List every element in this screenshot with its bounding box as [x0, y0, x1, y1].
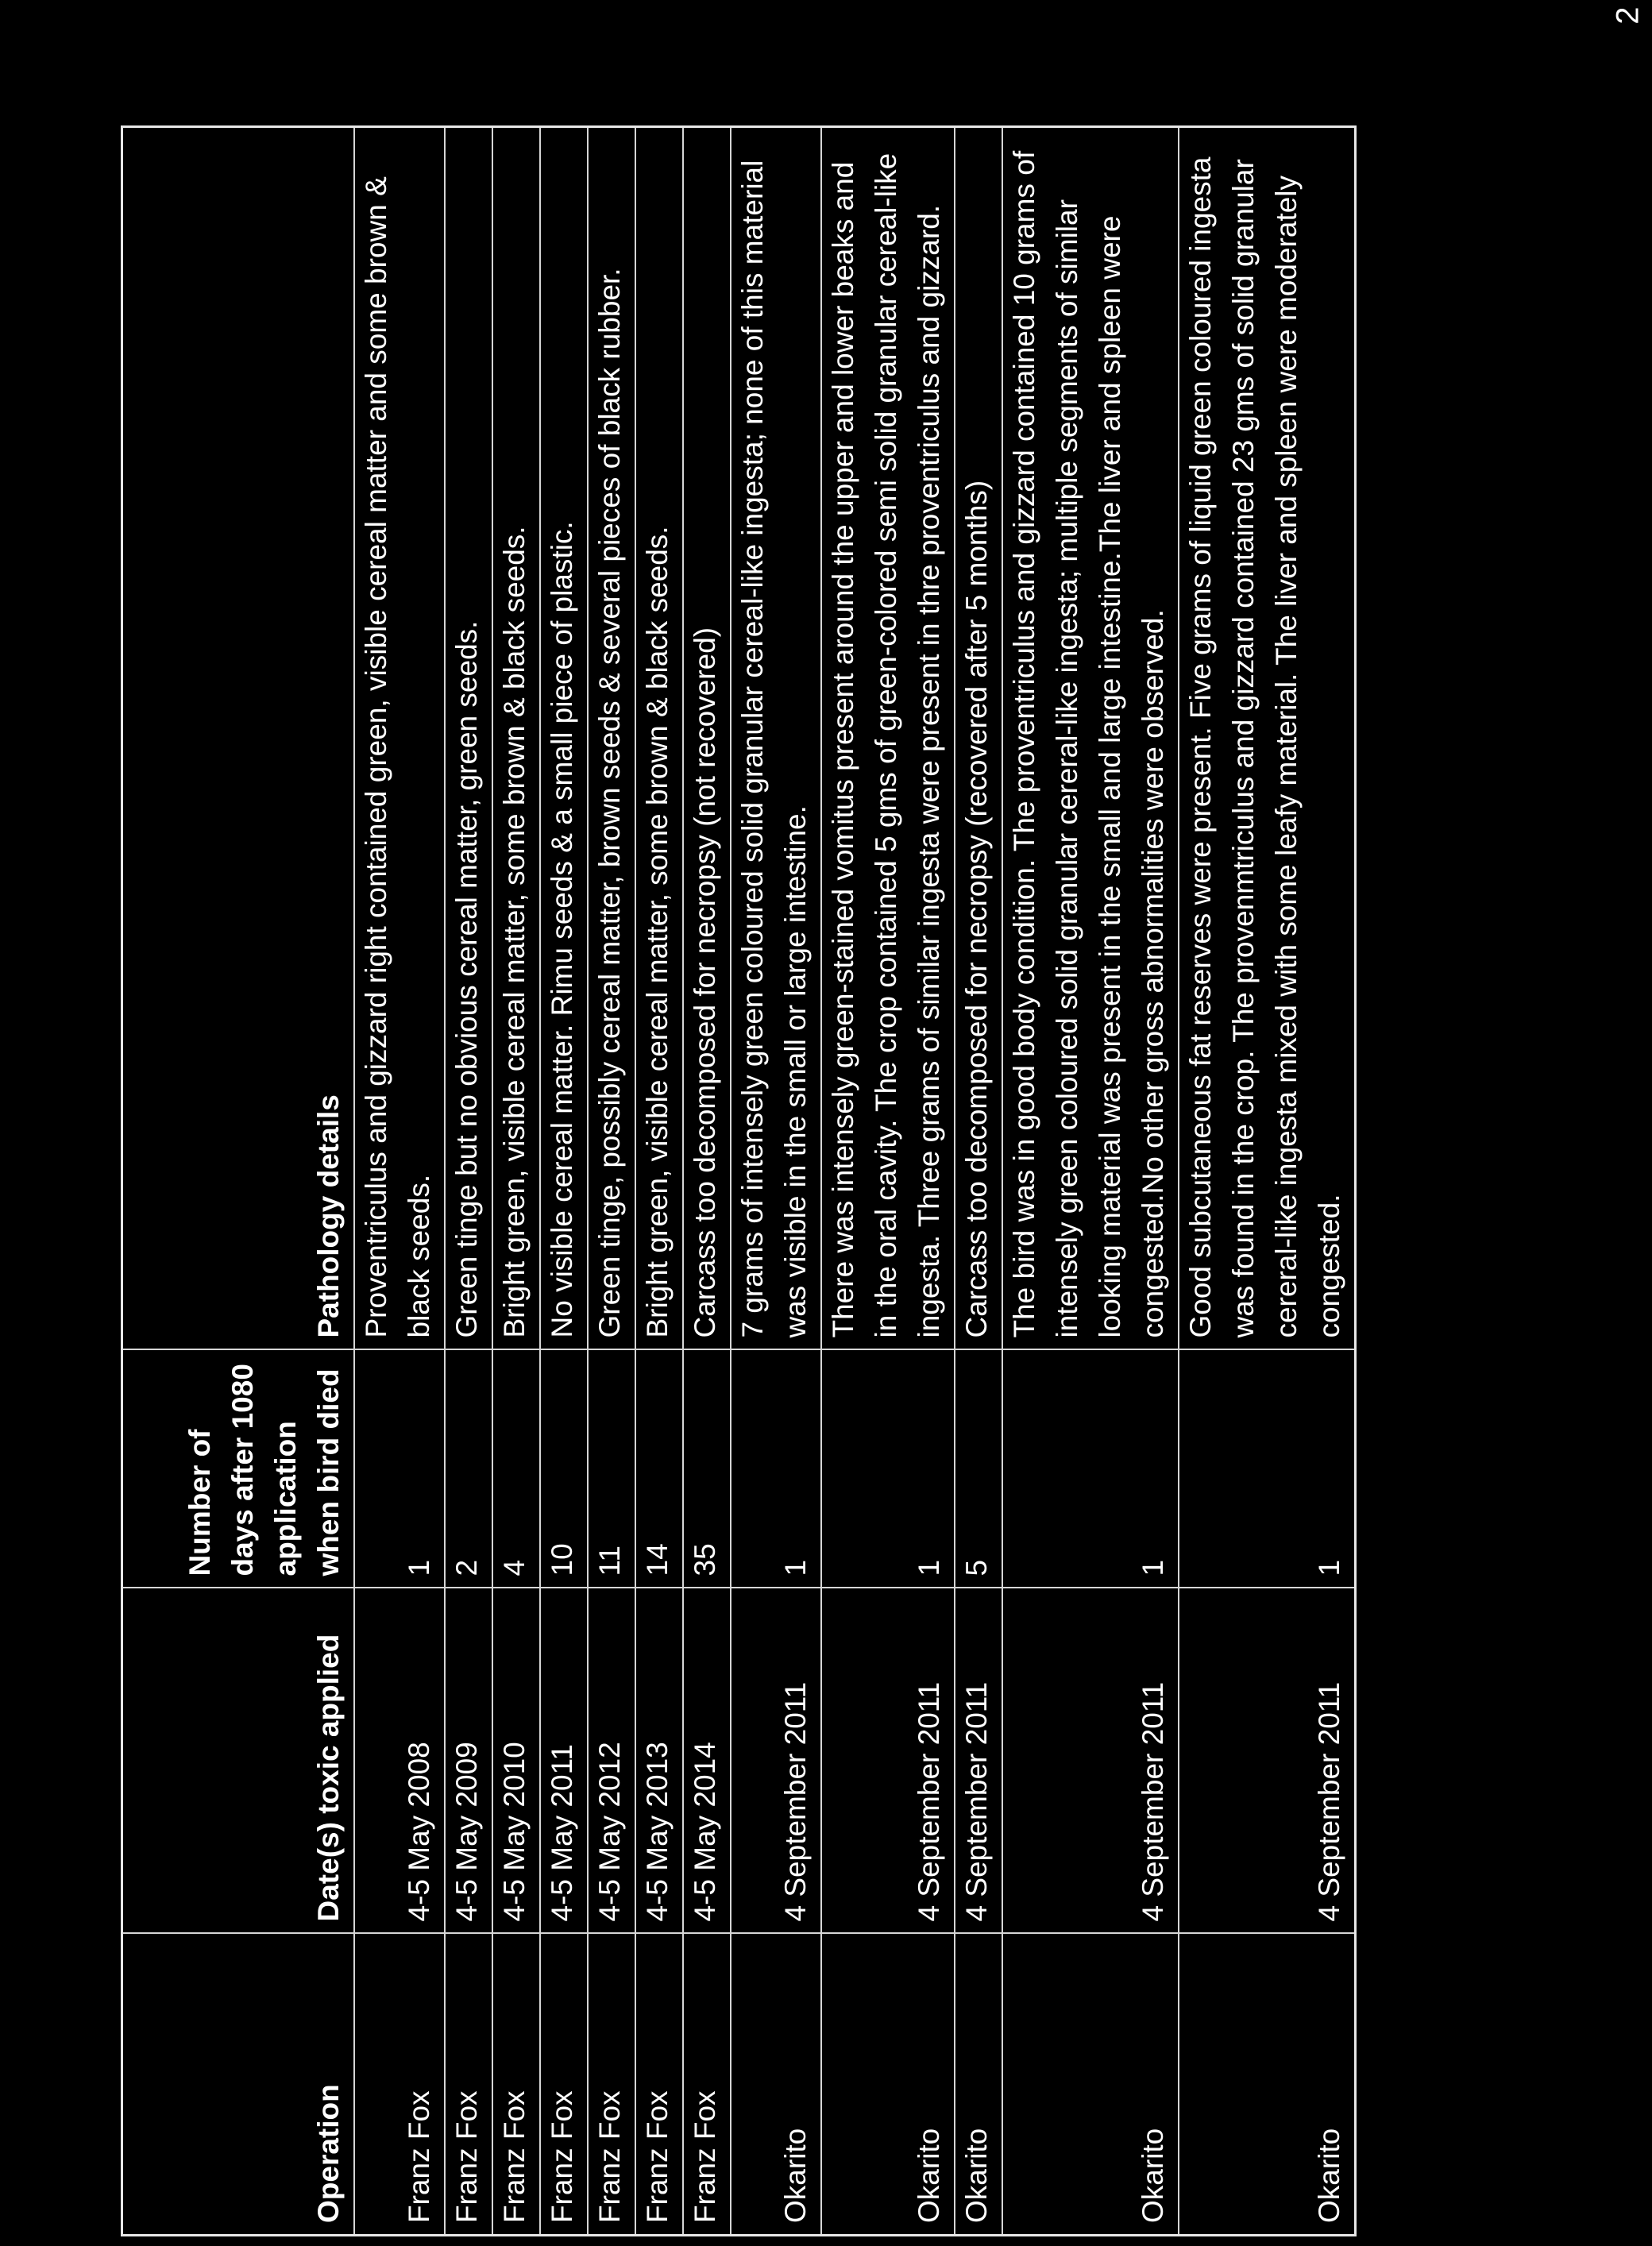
cell-dates: 4 September 2011	[821, 1588, 955, 1934]
table-row	[445, 127, 492, 2236]
table-row	[731, 127, 821, 2236]
cell-pathology: There was intensely green-stained vomitus present around the upper and lower beaks and in the oral cavity. The crop contained 5 gms of green-colored semi solid granular cereal-like ingesta. Three grams of similar ingesta were present in thre proventriculus and gizzard.	[821, 127, 955, 1350]
cell-dates: 4-5 May 2009	[445, 1588, 492, 1934]
cell-days: 2	[445, 1350, 492, 1588]
header-days: Number of days after 1080 application when bird died	[122, 1350, 355, 1588]
cell-days: 14	[635, 1350, 683, 1588]
cell-operation: Okarito	[1179, 1934, 1356, 2236]
cell-days: 1	[731, 1350, 821, 1588]
cell-dates: 4 September 2011	[731, 1588, 821, 1934]
necropsy-table	[121, 125, 1357, 2236]
table-row	[1002, 127, 1179, 2236]
cell-dates: 4-5 May 2011	[540, 1588, 588, 1934]
cell-days: 1	[1179, 1350, 1356, 1588]
cell-dates: 4 September 2011	[1002, 1588, 1179, 1934]
cell-operation: Franz Fox	[683, 1934, 731, 2236]
cell-dates: 4-5 May 2008	[354, 1588, 445, 1934]
cell-operation: Franz Fox	[492, 1934, 540, 2236]
header-dates: Date(s) toxic applied	[122, 1588, 355, 1934]
table-row	[1179, 127, 1356, 2236]
cell-operation: Franz Fox	[635, 1934, 683, 2236]
cell-dates: 4-5 May 2014	[683, 1588, 731, 1934]
table-header-row	[122, 127, 355, 2236]
cell-dates: 4-5 May 2012	[588, 1588, 635, 1934]
table-row	[588, 127, 635, 2236]
cell-dates: 4-5 May 2013	[635, 1588, 683, 1934]
cell-operation: Franz Fox	[588, 1934, 635, 2236]
cell-pathology: Good subcutaneous fat reserves were present. Five grams of liquid green coloured ingesta was found in the crop. The provenmtriculus and gizzard contained 23 gms of solid granular cereral-like ingesta mixed with some leafy material. The liver and spleen were moderately congested.	[1179, 127, 1356, 1350]
cell-operation: Okarito	[731, 1934, 821, 2236]
cell-pathology: No visible cereal matter. Rimu seeds & a small piece of plastic.	[540, 127, 588, 1350]
cell-pathology: Bright green, visible cereal matter, some brown & black seeds.	[492, 127, 540, 1350]
cell-pathology: Carcass too decomposed for necropsy (recovered after 5 months)	[955, 127, 1002, 1350]
cell-pathology: Green tinge but no obvious cereal matter, green seeds.	[445, 127, 492, 1350]
cell-operation: Franz Fox	[540, 1934, 588, 2236]
cell-pathology: The bird was in good body condition. The proventriculus and gizzard contained 10 grams of intensely green coloured solid granular cereral-like ingesta; multiple segments of similar looking material was present in the small and large intestine.The liver and spleen were congested.No other gross abnormalities were observed.	[1002, 127, 1179, 1350]
table-row	[683, 127, 731, 2236]
cell-operation: Franz Fox	[445, 1934, 492, 2236]
cell-days: 1	[1002, 1350, 1179, 1588]
header-pathology: Pathology details	[122, 127, 355, 1350]
cell-days: 1	[821, 1350, 955, 1588]
cell-operation: Franz Fox	[354, 1934, 445, 2236]
page-number: 2	[1610, 6, 1646, 25]
table-row	[492, 127, 540, 2236]
cell-days: 1	[354, 1350, 445, 1588]
cell-days: 4	[492, 1350, 540, 1588]
table-row	[635, 127, 683, 2236]
table-row	[955, 127, 1002, 2236]
cell-pathology: Bright green, visible cereal matter, some brown & black seeds.	[635, 127, 683, 1350]
header-operation: Operation	[122, 1934, 355, 2236]
cell-days: 10	[540, 1350, 588, 1588]
cell-dates: 4 September 2011	[1179, 1588, 1356, 1934]
cell-pathology: Green tinge, possibly cereal matter, brown seeds & several pieces of black rubber.	[588, 127, 635, 1350]
cell-dates: 4 September 2011	[955, 1588, 1002, 1934]
cell-days: 5	[955, 1350, 1002, 1588]
cell-pathology: Proventriculus and gizzard right contained green, visible cereal matter and some brown & black seeds.	[354, 127, 445, 1350]
cell-pathology: Carcass too decomposed for necropsy (not recovered)	[683, 127, 731, 1350]
table-row	[540, 127, 588, 2236]
cell-dates: 4-5 May 2010	[492, 1588, 540, 1934]
table-row	[354, 127, 445, 2236]
cell-days: 11	[588, 1350, 635, 1588]
cell-operation: Okarito	[1002, 1934, 1179, 2236]
table-row	[821, 127, 955, 2236]
cell-pathology: 7 grams of intensely green coloured solid granular cereal-like ingesta; none of this material was visible in the small or large intestine.	[731, 127, 821, 1350]
cell-days: 35	[683, 1350, 731, 1588]
cell-operation: Okarito	[955, 1934, 1002, 2236]
cell-operation: Okarito	[821, 1934, 955, 2236]
